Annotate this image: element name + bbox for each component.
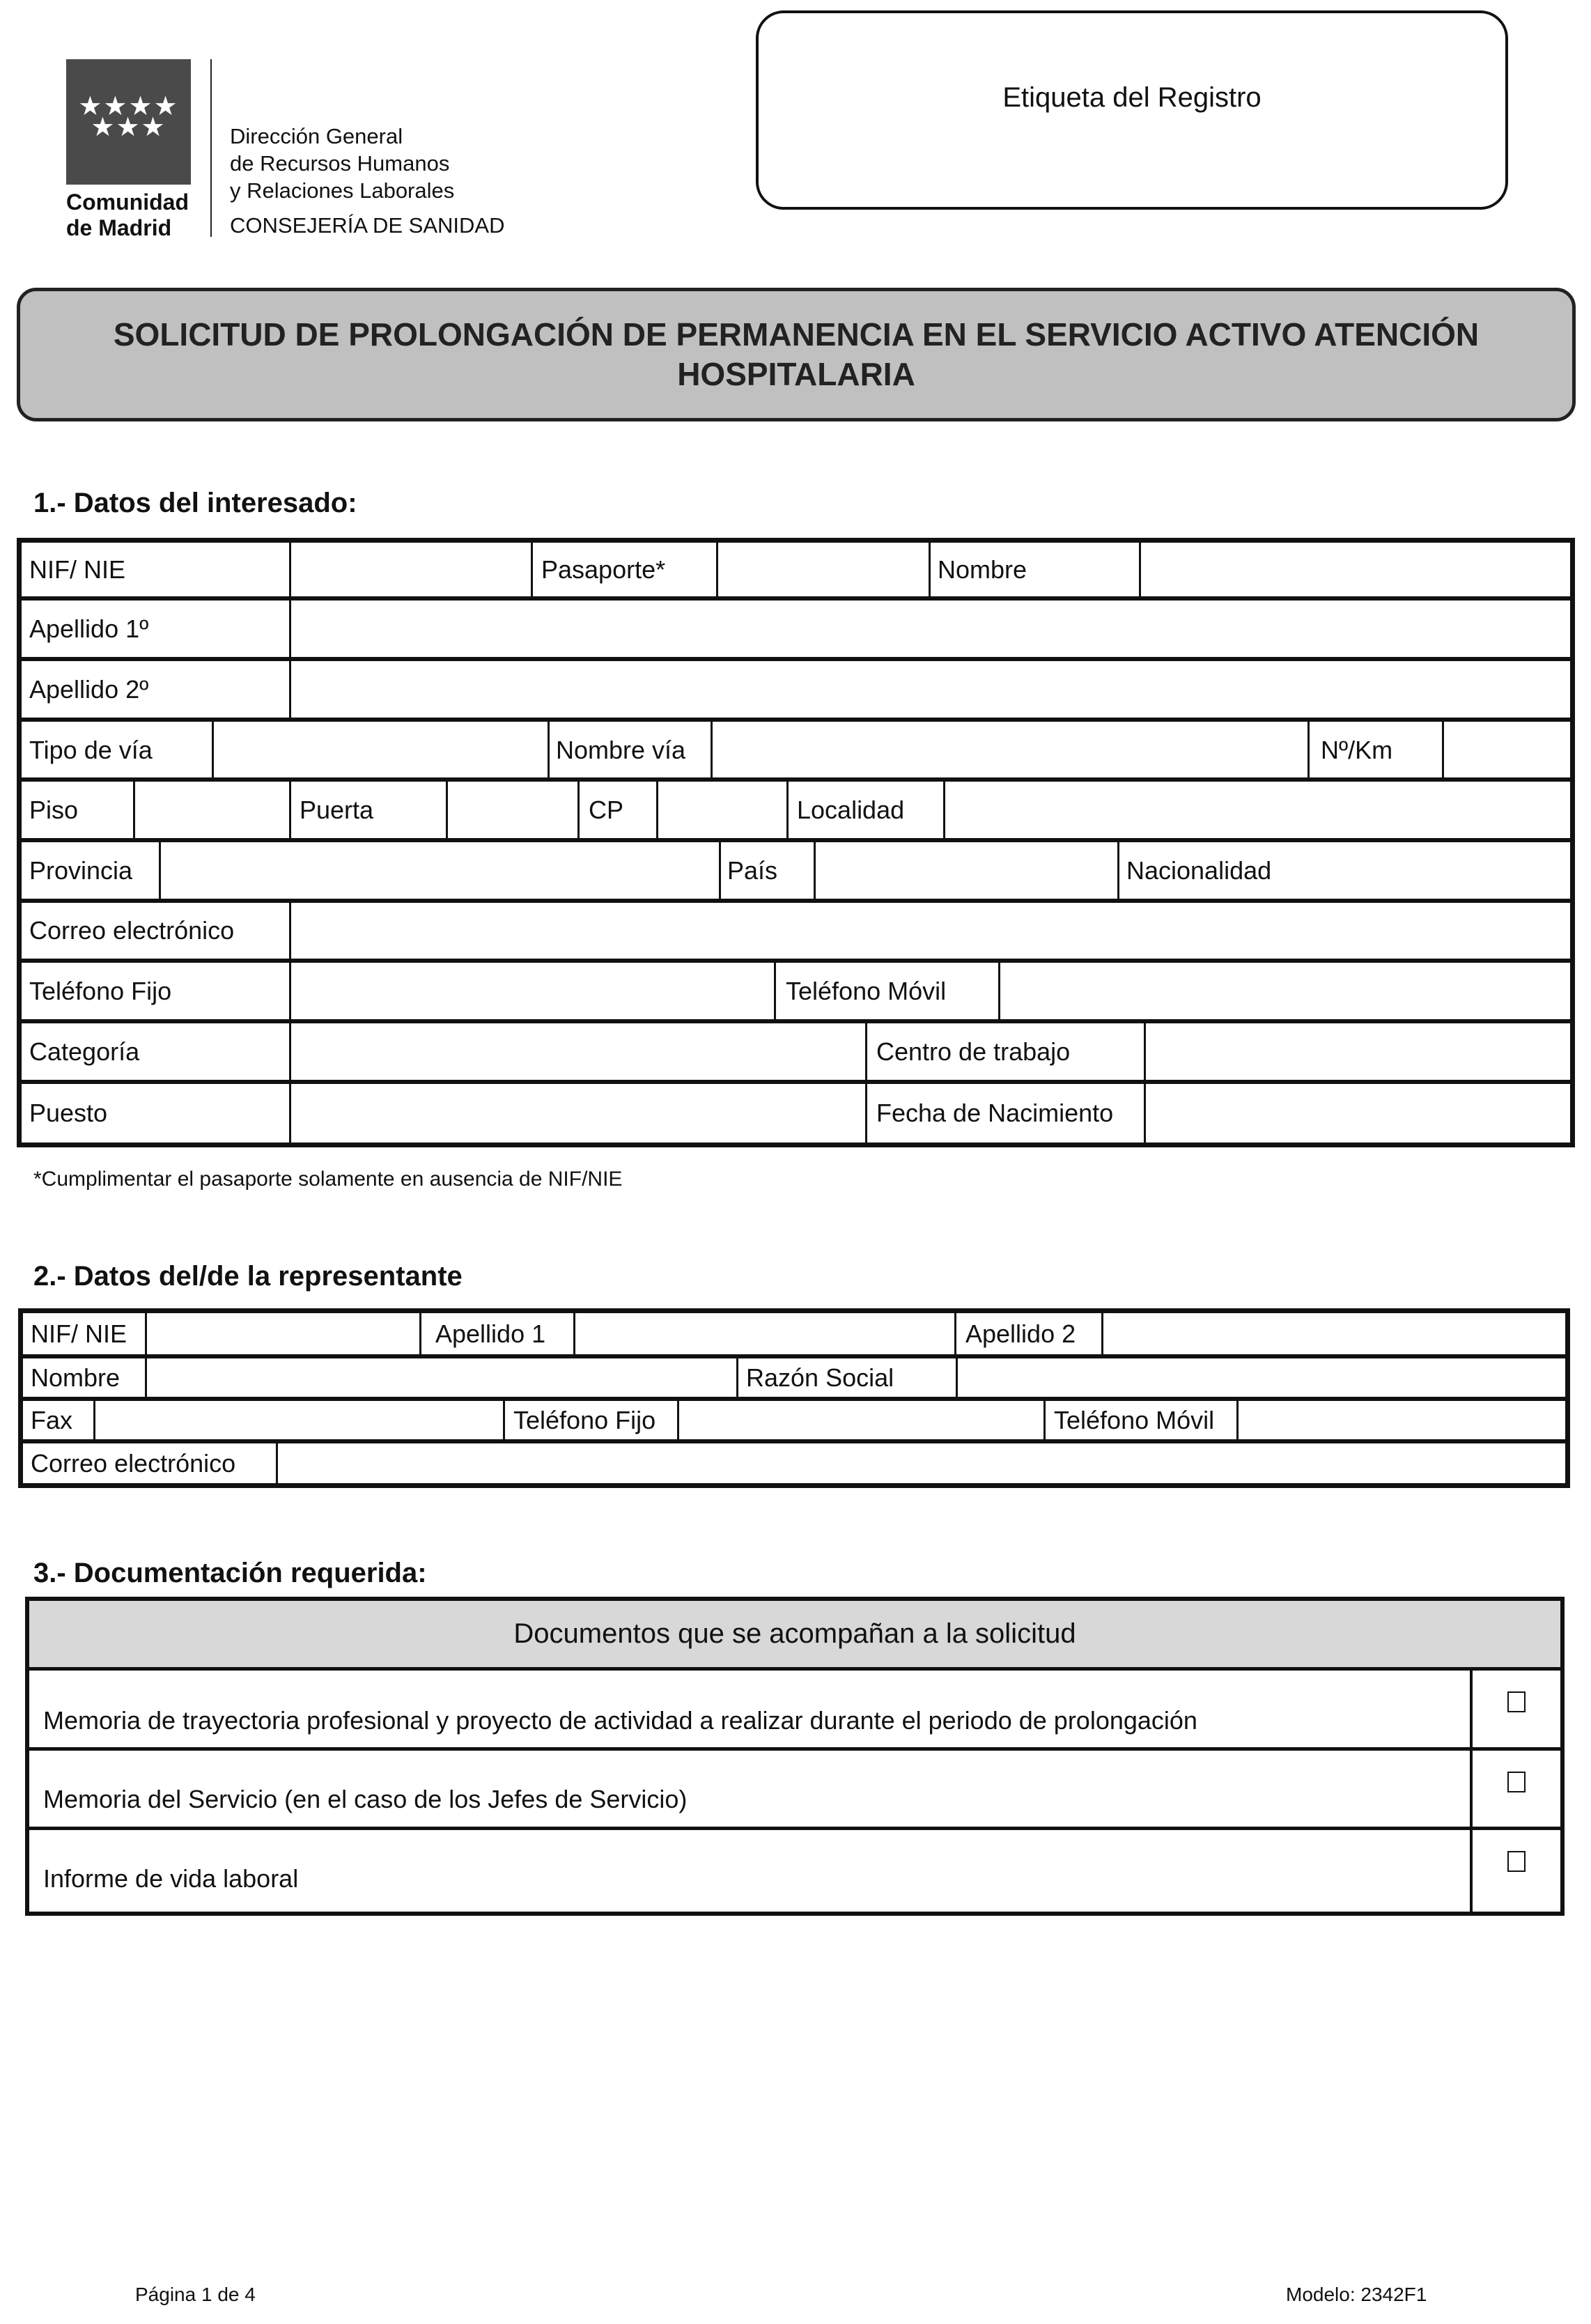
- col-divider: [716, 543, 718, 597]
- col-divider: [145, 1358, 147, 1397]
- row-divider: [17, 838, 1575, 842]
- page-title-banner: [17, 288, 1576, 421]
- apellido2-input[interactable]: [293, 663, 1567, 715]
- rep-razon-social-input[interactable]: [959, 1360, 1565, 1395]
- rep-nombre-input[interactable]: [148, 1360, 734, 1395]
- label-nombre: Nombre: [938, 555, 1027, 584]
- col-divider: [289, 601, 291, 658]
- label-pais: País: [727, 855, 778, 885]
- label-puesto: Puesto: [29, 1099, 108, 1127]
- nombre-input[interactable]: [1142, 545, 1567, 595]
- col-divider: [289, 782, 291, 839]
- rep-label-nif-nie: NIF/ NIE: [31, 1319, 127, 1348]
- row-divider: [17, 1019, 1575, 1023]
- label-tipo-via: Tipo de vía: [29, 735, 153, 764]
- label-categoria: Categoría: [29, 1037, 140, 1066]
- col-divider: [929, 543, 931, 597]
- logo-name: Comunidad de Madrid: [66, 189, 189, 240]
- label-apellido2: Apellido 2º: [29, 674, 149, 704]
- col-divider: [1236, 1401, 1239, 1440]
- label-centro-trabajo: Centro de trabajo: [876, 1037, 1071, 1066]
- localidad-input[interactable]: [947, 784, 1567, 836]
- section3-heading: 3.- Documentación requerida:: [33, 1558, 427, 1588]
- label-telefono-movil: Teléfono Móvil: [786, 976, 947, 1005]
- col-divider: [276, 1443, 278, 1484]
- col-divider: [719, 842, 721, 899]
- col-divider: [548, 722, 550, 779]
- col-divider: [1144, 1023, 1146, 1080]
- col-divider: [786, 782, 789, 839]
- col-divider: [503, 1401, 505, 1440]
- centro-trabajo-input[interactable]: [1147, 1025, 1567, 1078]
- label-correo: Correo electrónico: [29, 916, 235, 945]
- row-divider: [25, 1667, 1565, 1671]
- col-divider: [943, 782, 945, 839]
- rep-telefono-fijo-input[interactable]: [681, 1402, 1041, 1438]
- rep-label-nombre: Nombre: [31, 1363, 121, 1392]
- pais-input[interactable]: [817, 844, 1115, 897]
- consejeria-name: CONSEJERÍA DE SANIDAD: [230, 213, 505, 238]
- col-divider: [289, 543, 291, 597]
- col-divider: [573, 1313, 575, 1355]
- rep-nif-nie-input[interactable]: [148, 1315, 417, 1353]
- puerta-input[interactable]: [449, 784, 575, 836]
- correo-input[interactable]: [293, 905, 1567, 956]
- provincia-input[interactable]: [162, 844, 717, 897]
- row-divider: [18, 1439, 1570, 1443]
- model-number: Modelo: 2342F1: [1286, 2284, 1427, 2305]
- rep-label-razon-social: Razón Social: [746, 1363, 894, 1392]
- rep-label-apellido2: Apellido 2: [965, 1319, 1076, 1348]
- documents-table-header: Documentos que se acompañan a la solicitud: [29, 1601, 1560, 1667]
- registry-label: Etiqueta del Registro: [1002, 82, 1262, 113]
- categoria-input[interactable]: [293, 1025, 863, 1078]
- page-title: SOLICITUD DE PROLONGACIÓN DE PERMANENCIA EN EL SERVICIO ACTIVO ATENCIÓN HOSPITALARIA: [113, 316, 1480, 392]
- col-divider: [1307, 722, 1310, 779]
- col-divider: [656, 782, 658, 839]
- col-divider: [814, 842, 816, 899]
- col-divider: [289, 903, 291, 959]
- label-apellido1: Apellido 1º: [29, 614, 149, 643]
- rep-label-telefono-fijo: Teléfono Fijo: [513, 1405, 656, 1434]
- rep-label-apellido1: Apellido 1: [435, 1319, 546, 1348]
- apellido1-input[interactable]: [293, 603, 1567, 655]
- label-pasaporte: Pasaporte*: [541, 555, 666, 584]
- col-divider: [289, 661, 291, 718]
- col-divider: [1144, 1084, 1146, 1142]
- label-provincia: Provincia: [29, 855, 133, 885]
- document-checkbox-memoria-trayectoria[interactable]: [1507, 1691, 1526, 1712]
- col-divider: [1139, 543, 1141, 597]
- rep-fax-input[interactable]: [97, 1402, 501, 1438]
- col-divider: [1470, 1671, 1473, 1912]
- pasaporte-note: *Cumplimentar el pasaporte solamente en ausencia de NIF/NIE: [33, 1168, 623, 1191]
- puesto-input[interactable]: [293, 1086, 863, 1140]
- row-divider: [17, 596, 1575, 601]
- col-divider: [93, 1401, 95, 1440]
- label-nombre-via: Nombre vía: [556, 735, 686, 764]
- rep-apellido1-input[interactable]: [577, 1315, 952, 1353]
- row-divider: [18, 1397, 1570, 1401]
- document-item-label: Memoria de trayectoria profesional y proyecto de actividad a realizar durante el periodo de prolongación: [43, 1706, 1197, 1735]
- col-divider: [133, 782, 135, 839]
- stars-icon: ★★★★ ★★★: [78, 92, 179, 142]
- label-numero-km: Nº/Km: [1321, 735, 1393, 764]
- label-cp: CP: [589, 795, 624, 824]
- nif-nie-input[interactable]: [293, 545, 528, 595]
- numero-km-input[interactable]: [1445, 724, 1567, 776]
- col-divider: [865, 1023, 867, 1080]
- document-item-label: Informe de vida laboral: [43, 1864, 299, 1893]
- col-divider: [577, 782, 580, 839]
- fecha-nacimiento-input[interactable]: [1147, 1086, 1567, 1140]
- label-piso: Piso: [29, 795, 79, 824]
- col-divider: [998, 963, 1000, 1020]
- col-divider: [159, 842, 161, 899]
- col-divider: [677, 1401, 679, 1440]
- section2-heading: 2.- Datos del/de la representante: [33, 1261, 463, 1292]
- col-divider: [1117, 842, 1119, 899]
- label-fecha-nacimiento: Fecha de Nacimiento: [876, 1099, 1114, 1127]
- logo-divider: [210, 59, 212, 237]
- col-divider: [212, 722, 214, 779]
- col-divider: [419, 1313, 421, 1355]
- col-divider: [1101, 1313, 1103, 1355]
- pasaporte-input[interactable]: [720, 545, 926, 595]
- col-divider: [1442, 722, 1444, 779]
- telefono-fijo-input[interactable]: [293, 965, 772, 1017]
- col-divider: [865, 1084, 867, 1142]
- department-name: Dirección General de Recursos Humanos y Relaciones Laborales: [230, 124, 455, 203]
- col-divider: [289, 1084, 291, 1142]
- tipo-via-input[interactable]: [215, 724, 545, 776]
- col-divider: [711, 722, 713, 779]
- col-divider: [954, 1313, 956, 1355]
- rep-label-fax: Fax: [31, 1405, 73, 1434]
- label-puerta: Puerta: [300, 795, 374, 824]
- section1-heading: 1.- Datos del interesado:: [33, 488, 357, 518]
- page-number: Página 1 de 4: [135, 2284, 256, 2305]
- cp-input[interactable]: [660, 784, 784, 836]
- rep-telefono-movil-input[interactable]: [1240, 1402, 1565, 1438]
- col-divider: [956, 1358, 958, 1397]
- row-divider: [17, 1080, 1575, 1084]
- rep-apellido2-input[interactable]: [1105, 1315, 1565, 1353]
- col-divider: [1043, 1401, 1046, 1440]
- document-checkbox-memoria-servicio[interactable]: [1507, 1772, 1526, 1792]
- telefono-movil-input[interactable]: [1002, 965, 1567, 1017]
- label-nacionalidad: Nacionalidad: [1126, 855, 1272, 885]
- label-nif-nie: NIF/ NIE: [29, 555, 126, 584]
- label-telefono-fijo: Teléfono Fijo: [29, 976, 172, 1005]
- document-item-label: Memoria del Servicio (en el caso de los Jefes de Servicio): [43, 1785, 688, 1813]
- nacionalidad-input[interactable]: [1296, 844, 1567, 897]
- col-divider: [289, 963, 291, 1020]
- col-divider: [531, 543, 533, 597]
- col-divider: [446, 782, 448, 839]
- col-divider: [774, 963, 776, 1020]
- rep-label-telefono-movil: Teléfono Móvil: [1054, 1405, 1215, 1434]
- rep-correo-input[interactable]: [279, 1445, 1565, 1482]
- rep-label-correo: Correo electrónico: [31, 1449, 236, 1478]
- col-divider: [145, 1313, 147, 1355]
- piso-input[interactable]: [137, 784, 287, 836]
- nombre-via-input[interactable]: [714, 724, 1305, 776]
- label-localidad: Localidad: [797, 795, 905, 824]
- row-divider: [17, 899, 1575, 903]
- row-divider: [17, 657, 1575, 661]
- col-divider: [289, 1023, 291, 1080]
- document-checkbox-vida-laboral[interactable]: [1507, 1851, 1526, 1872]
- col-divider: [736, 1358, 738, 1397]
